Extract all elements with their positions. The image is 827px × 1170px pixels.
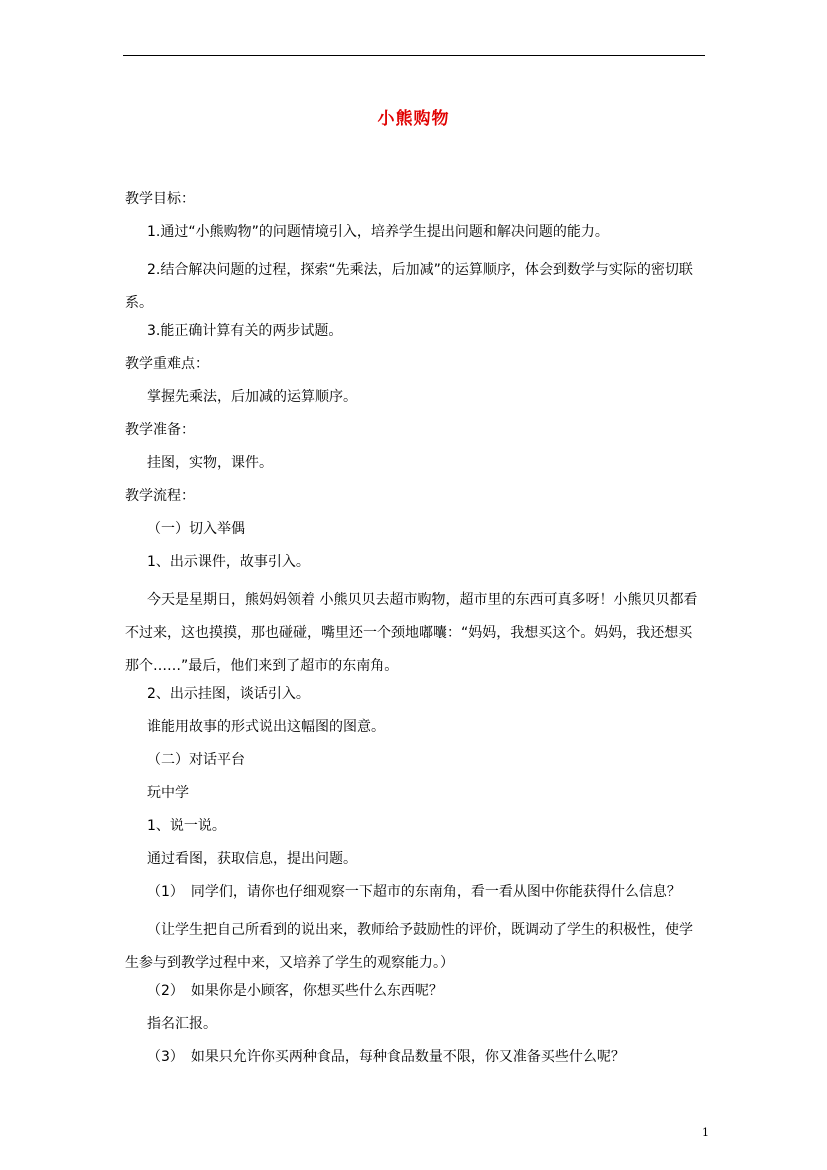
paragraph-line: 通过看图，获取信息，提出问题。	[147, 851, 357, 867]
paragraph-line: （2） 如果你是小顾客，你想买些什么东西呢？	[147, 983, 443, 999]
paragraph-line: （3） 如果只允许你买两种食品，每种食品数量不限，你又准备买些什么呢？	[147, 1049, 625, 1065]
paragraph-line: （一）切入举偶	[147, 521, 245, 537]
paragraph-line: 掌握先乘法，后加减的运算顺序。	[147, 389, 357, 405]
paragraph-line: 1.通过“小熊购物”的问题情境引入，培养学生提出问题和解决问题的能力。	[147, 224, 609, 240]
paragraph-line: （1） 同学们，请你也仔细观察一下超市的东南角，看一看从图中你能获得什么信息？	[147, 884, 681, 900]
paragraph-line: 1、说一说。	[147, 818, 226, 834]
section-heading: 教学流程：	[125, 488, 195, 504]
document-body	[125, 188, 705, 1079]
section-heading: 教学准备：	[125, 422, 195, 438]
section-heading: 教学目标：	[125, 191, 195, 207]
paragraph-line: 挂图，实物，课件。	[147, 455, 273, 471]
paragraph-line: 今天是星期日，熊妈妈领着 小熊贝贝去超市购物，超市里的东西可真多呀！小熊贝贝都看不过来，这也摸摸，那也碰碰，嘴里还一个颈地嘟囔：“妈妈，我想买这个。妈妈，我还想买那个……”最后，他们来到了超市的东南角。	[125, 592, 698, 674]
paragraph-line: （二）对话平台	[147, 752, 245, 768]
paragraph-line: 2、出示挂图，谈话引入。	[147, 686, 310, 702]
paragraph-line: （让学生把自己所看到的说出来，教师给予鼓励性的评价，既调动了学生的积极性，使学生参与到教学过程中来，又培养了学生的观察能力。）	[125, 922, 693, 971]
page-number: 1	[702, 1126, 709, 1139]
document-title: 小熊购物	[377, 109, 450, 129]
paragraph-line: 指名汇报。	[147, 1016, 217, 1032]
paragraph-line: 3.能正确计算有关的两步试题。	[147, 323, 343, 339]
paragraph-line: 1、出示课件，故事引入。	[147, 554, 310, 570]
section-heading: 教学重难点：	[125, 356, 209, 372]
header-rule	[123, 55, 705, 56]
paragraph-line: 谁能用故事的形式说出这幅图的图意。	[147, 719, 385, 735]
paragraph-line: 玩中学	[147, 785, 189, 801]
paragraph-line: 2.结合解决问题的过程，探索“先乘法，后加减”的运算顺序，体会到数学与实际的密切联系。	[125, 262, 693, 311]
